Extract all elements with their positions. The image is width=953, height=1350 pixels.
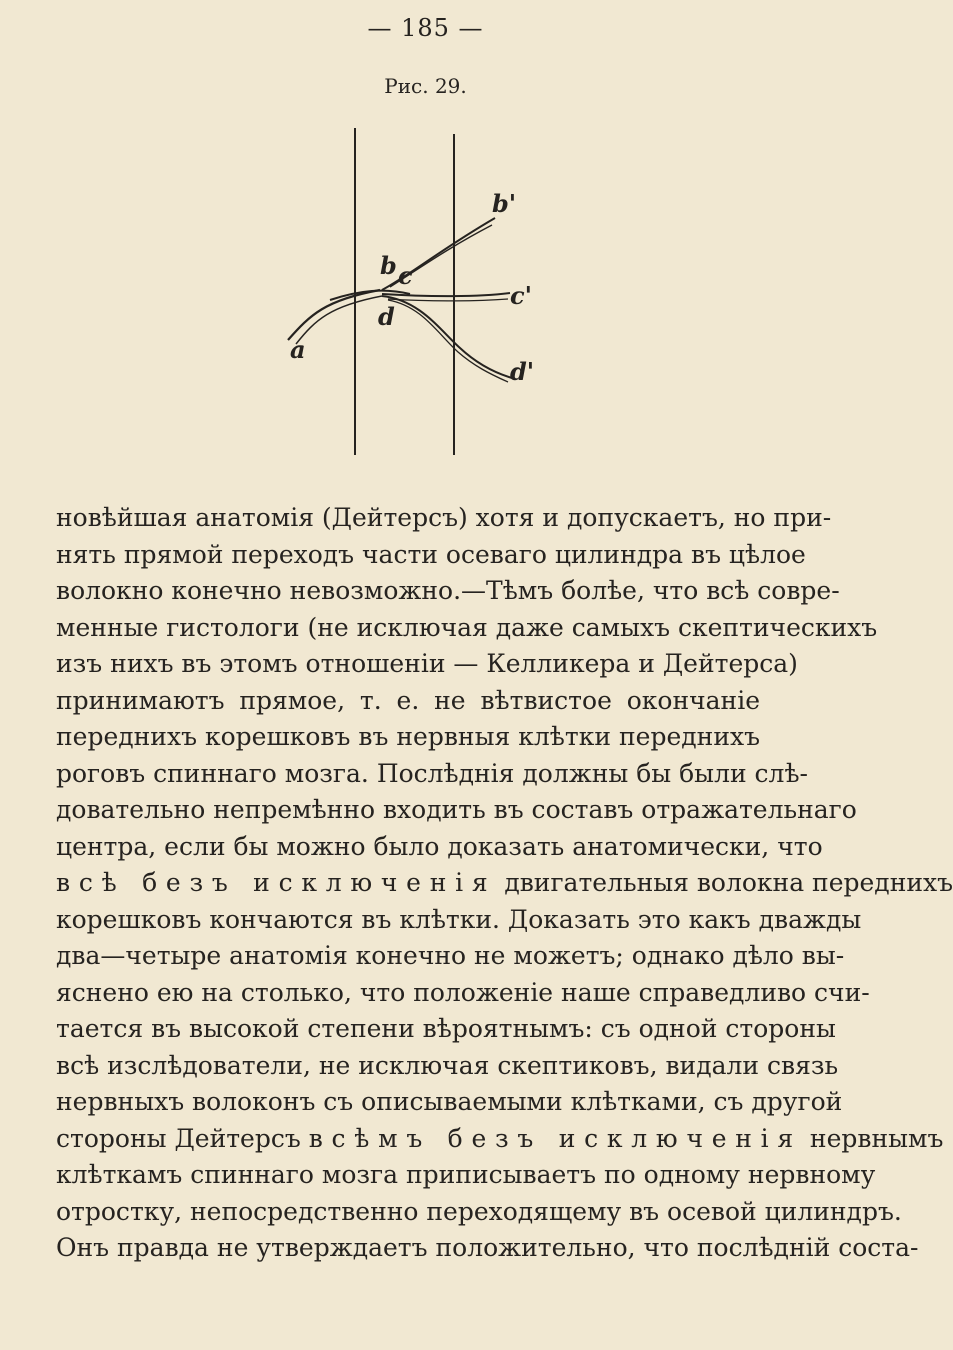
text-line-16: всѣ изслѣдователи, не исключая скептиковъ, видали связь [56,1050,839,1080]
text-line-5: изъ нихъ въ этомъ отношеніи — Келликера и Дейтерса) [56,649,798,678]
label-b-prime: b' [492,189,517,218]
text-line-18-spaced: всѣмъ безъ исключенія [308,1123,802,1153]
fiber-c-prime-inner [388,299,508,301]
text-line-3: волокно конечно невозможно.—Тѣмъ болѣе, что всѣ совре- [56,576,840,605]
text-line-19: клѣткамъ спиннаго мозга приписываетъ по одному нервному [56,1160,876,1189]
label-d: d [378,302,395,331]
label-b: b [380,251,397,280]
page-number: — 185 — [367,14,484,42]
text-line-20: отростку, непосредственно переходящему въ осевой цилиндръ. [56,1196,902,1226]
label-a: a [290,335,306,364]
text-line-11-rest: двигательныя волокна переднихъ [504,868,953,897]
text-line-9: довательно непремѣнно входить въ составъ отражательнаго [56,795,857,824]
text-line-15: тается въ высокой степени вѣроятнымъ: съ одной стороны [56,1014,836,1043]
text-line-13: два—четыре анатомія конечно не можетъ; однако дѣло вы- [56,941,845,970]
fiber-d-prime [382,296,512,378]
figure-diagram [270,100,570,465]
text-line-11-spaced: всѣ безъ исключенія [56,868,497,897]
fiber-c-prime [382,293,510,296]
text-line-2: нять прямой переходъ части осеваго цилиндра въ цѣлое [56,539,806,569]
fiber-a-outer [288,290,380,340]
text-line-6: принимаютъ прямое, т. е. не вѣтвистое окончаніе [56,685,760,715]
text-line-1: новѣйшая анатомія (Дейтерсъ) хотя и допускаетъ, но при- [56,503,832,532]
label-c: c [398,261,413,290]
text-line-21: Онъ правда не утверждаетъ положительно, что послѣдній соста- [56,1233,919,1262]
text-line-12: корешковъ кончаются въ клѣтки. Доказать это какъ дважды [56,904,862,934]
text-line-11 [56,865,953,902]
body-text [56,500,953,1267]
text-line-10: центра, если бы можно было доказать анатомически, что [56,831,823,861]
text-line-18-rest: нервнымъ [809,1123,944,1153]
text-line-4: менные гистологи (не исключая даже самыхъ скептическихъ [56,612,878,642]
label-d-prime: d' [510,357,535,386]
text-line-7: переднихъ корешковъ въ нервныя клѣтки переднихъ [56,722,760,751]
nerve-fiber-diagram [270,100,570,465]
text-line-14: яснено ею на столько, что положеніе наше справедливо счи- [56,977,870,1007]
text-line-17: нервныхъ волоконъ съ описываемыми клѣтками, съ другой [56,1087,843,1116]
text-line-8: роговъ спиннаго мозга. Послѣднія должны бы были слѣ- [56,758,808,788]
label-c-prime: c' [510,281,532,310]
figure-caption: Рис. 29. [384,74,467,98]
text-line-18 [56,1121,944,1158]
text-line-18-start: стороны Дейтерсъ [56,1123,301,1153]
